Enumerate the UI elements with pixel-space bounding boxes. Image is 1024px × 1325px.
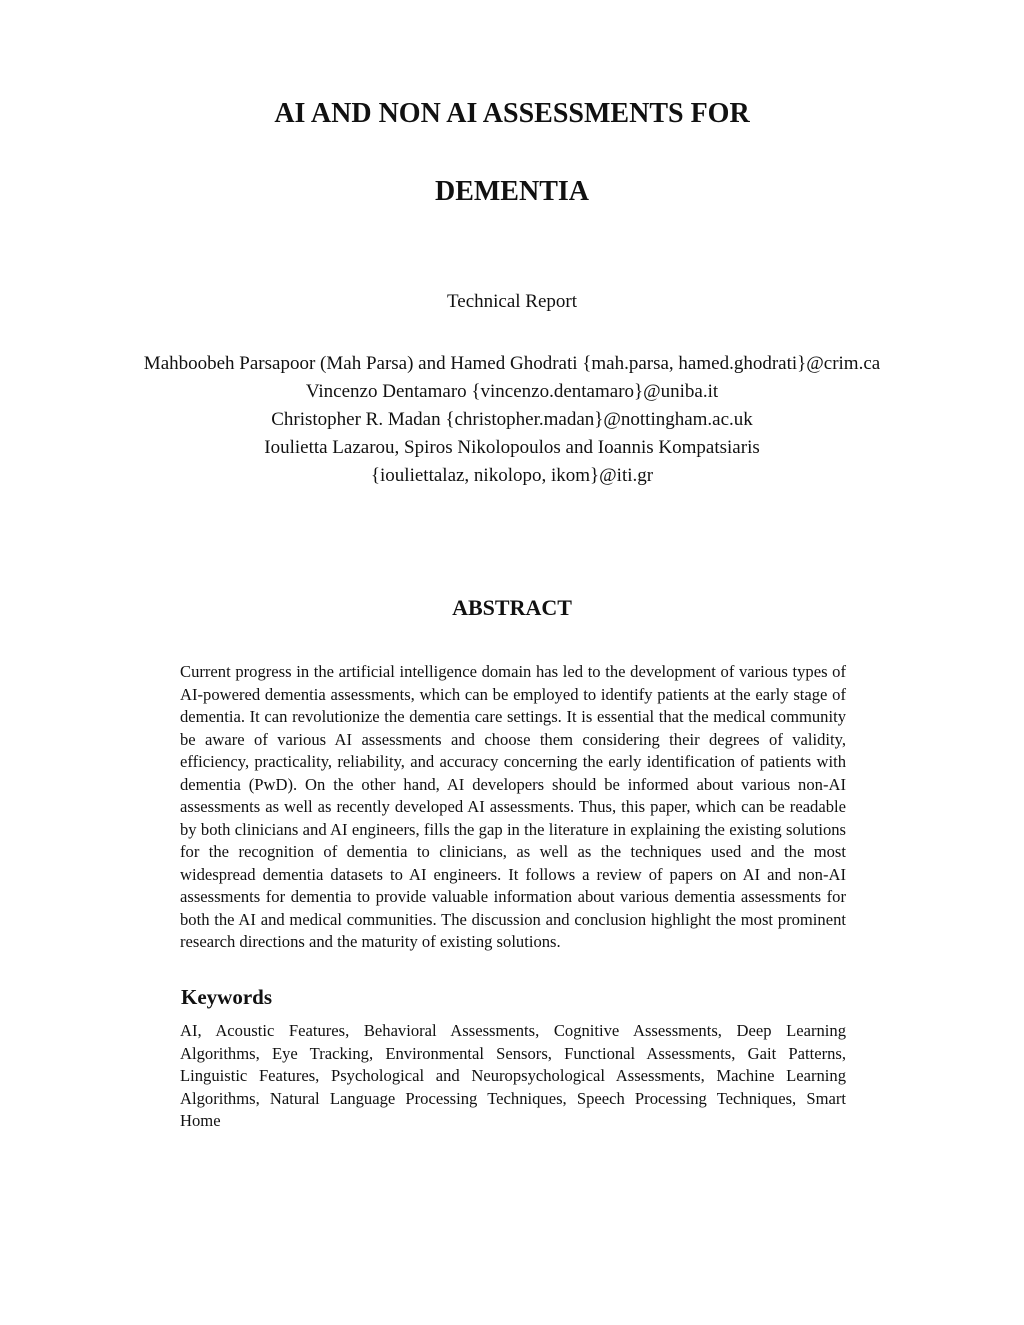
paper-title-line-2: DEMENTIA: [434, 176, 589, 207]
author-block: [0, 350, 1024, 490]
abstract-text: Current progress in the artificial intelligence domain has led to the development of various types of AI-powered dementia assessments, which can be employed to identify patients at the early stage of dementia. It can revolutionize the dementia care settings. It is essential that the medical community be aware of various AI assessments and choose them considering their degrees of validity, efficiency, practicality, reliability, and accuracy concerning the early identification of patients with dementia (PwD). On the other hand, AI developers should be informed about various non-AI assessments as well as recently developed AI assessments. Thus, this paper, which can be readable by both clinicians and AI engineers, fills the gap in the literature in explaining the existing solutions for the recognition of dementia to clinicians, as well as the techniques used and the most widespread dementia datasets to AI engineers. It follows a review of papers on AI and non-AI assessments for dementia to provide valuable information about various dementia assessments for both the AI and medical communities. The discussion and conclusion highlight the most prominent research directions and the maturity of existing solutions.: [180, 662, 846, 951]
author-line: Christopher R. Madan {christopher.madan}@nottingham.ac.uk: [271, 409, 753, 430]
keywords-text: AI, Acoustic Features, Behavioral Assessments, Cognitive Assessments, Deep Learning Algorithms, Eye Tracking, Environmental Sensors, Functional Assessments, Gait Patterns, Linguistic Features, Psychological and Neuropsychological Assessments, Machine Learning Algorithms, Natural Language Processing Techniques, Speech Processing Techniques, Smart Home: [180, 1021, 846, 1130]
keywords-heading: Keywords: [181, 985, 272, 1009]
report-type: Technical Report: [446, 291, 578, 312]
author-line: Ioulietta Lazarou, Spiros Nikolopoulos and Ioannis Kompatsiaris: [264, 437, 760, 458]
author-line: Mahboobeh Parsapoor (Mah Parsa) and Hamed Ghodrati {mah.parsa, hamed.ghodrati}@crim.ca: [143, 353, 881, 374]
paper-title-line-1: AI AND NON AI ASSESSMENTS FOR: [274, 98, 750, 129]
author-line: Vincenzo Dentamaro {vincenzo.dentamaro}@uniba.it: [305, 381, 719, 402]
abstract-heading: ABSTRACT: [452, 595, 572, 620]
author-line: {iouliettalaz, nikolopo, ikom}@iti.gr: [370, 465, 654, 486]
